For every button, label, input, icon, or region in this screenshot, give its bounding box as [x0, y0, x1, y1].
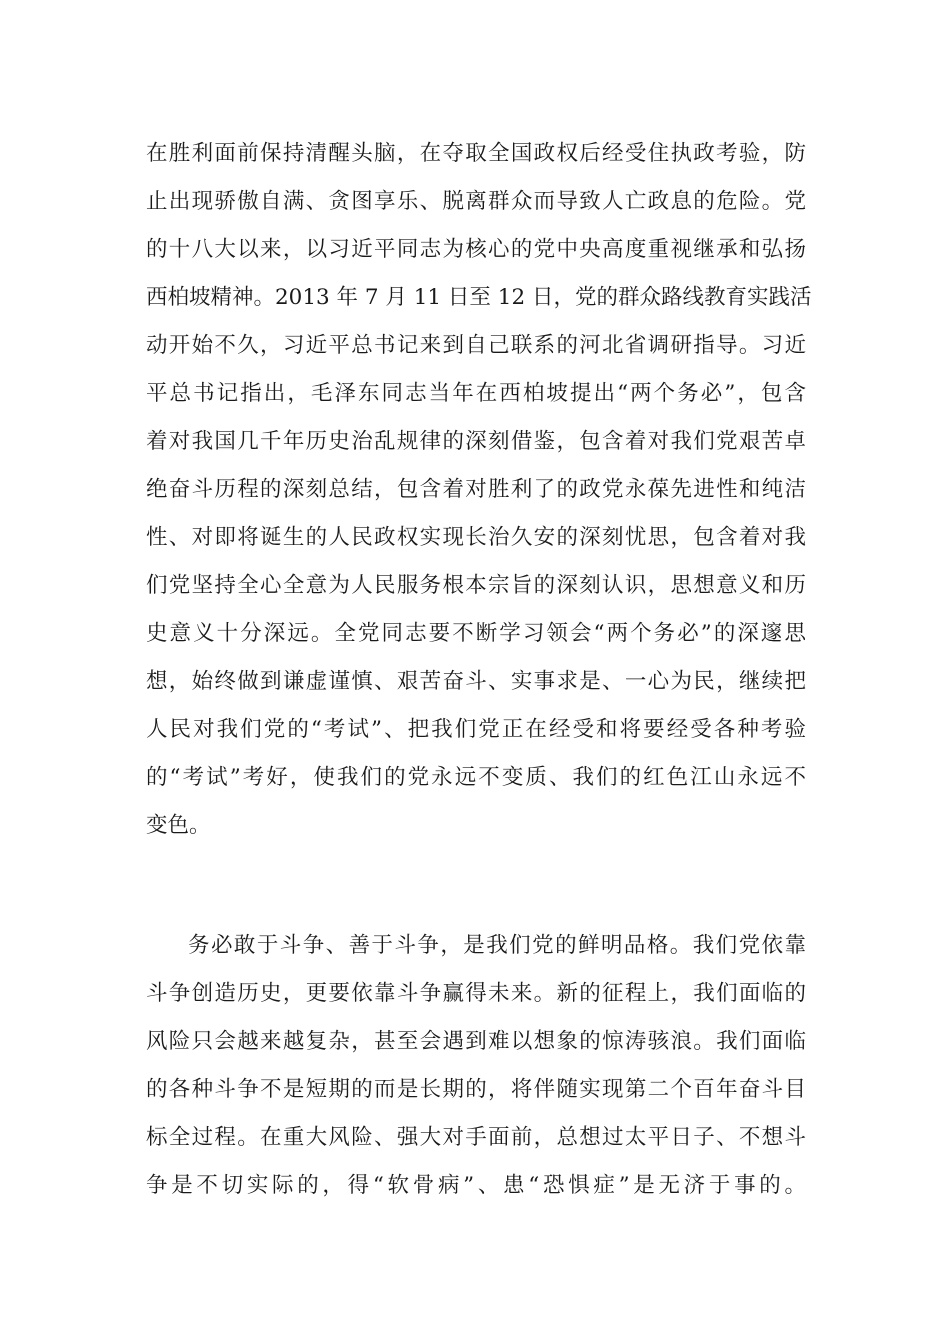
paragraph-1-line-13: 人民对我们党的“考试”、把我们党正在经受和将要经受各种考验 — [146, 717, 806, 742]
paragraph-1-line-9: 性、对即将诞生的人民政权实现长治久安的深刻忧思，包含着对我 — [146, 525, 806, 550]
paragraph-2-line-2: 斗争创造历史，更要依靠斗争赢得未来。新的征程上，我们面临的 — [146, 981, 806, 1006]
paragraph-1-line-12: 想，始终做到谦虚谨慎、艰苦奋斗、实事求是、一心为民，继续把 — [146, 669, 806, 694]
paragraph-2-line-1: 务必敢于斗争、善于斗争，是我们党的鲜明品格。我们党依靠 — [188, 933, 806, 958]
paragraph-1-line-1: 在胜利面前保持清醒头脑，在夺取全国政权后经受住执政考验，防 — [146, 141, 806, 166]
paragraph-2-line-3: 风险只会越来越复杂，甚至会遇到难以想象的惊涛骇浪。我们面临 — [146, 1029, 806, 1054]
paragraph-1-line-6: 平总书记指出，毛泽东同志当年在西柏坡提出“两个务必”，包含 — [146, 381, 806, 406]
paragraph-1-line-11: 史意义十分深远。全党同志要不断学习领会“两个务必”的深邃思 — [146, 621, 806, 646]
paragraph-1-line-15: 变色。 — [146, 813, 211, 838]
paragraph-2-line-6: 争是不切实际的，得“软骨病”、患“恐惧症”是无济于事的。 — [146, 1173, 806, 1198]
paragraph-1-line-14: 的“考试”考好，使我们的党永远不变质、我们的红色江山永远不 — [146, 765, 806, 790]
paragraph-1-line-10: 们党坚持全心全意为人民服务根本宗旨的深刻认识，思想意义和历 — [146, 573, 806, 598]
paragraph-1-line-4: 西柏坡精神。2013 年 7 月 11 日至 12 日，党的群众路线教育实践活 — [146, 285, 812, 310]
paragraph-1-line-5: 动开始不久，习近平总书记来到自己联系的河北省调研指导。习近 — [146, 333, 806, 358]
paragraph-1-line-7: 着对我国几千年历史治乱规律的深刻借鉴，包含着对我们党艰苦卓 — [146, 429, 806, 454]
paragraph-1-line-3: 的十八大以来，以习近平同志为核心的党中央高度重视继承和弘扬 — [146, 237, 806, 262]
paragraph-1-line-8: 绝奋斗历程的深刻总结，包含着对胜利了的政党永葆先进性和纯洁 — [146, 477, 806, 502]
paragraph-1-line-2: 止出现骄傲自满、贪图享乐、脱离群众而导致人亡政息的危险。党 — [146, 189, 806, 214]
paragraph-2-line-5: 标全过程。在重大风险、强大对手面前，总想过太平日子、不想斗 — [146, 1125, 806, 1150]
paragraph-2-line-4: 的各种斗争不是短期的而是长期的，将伴随实现第二个百年奋斗目 — [146, 1077, 806, 1102]
